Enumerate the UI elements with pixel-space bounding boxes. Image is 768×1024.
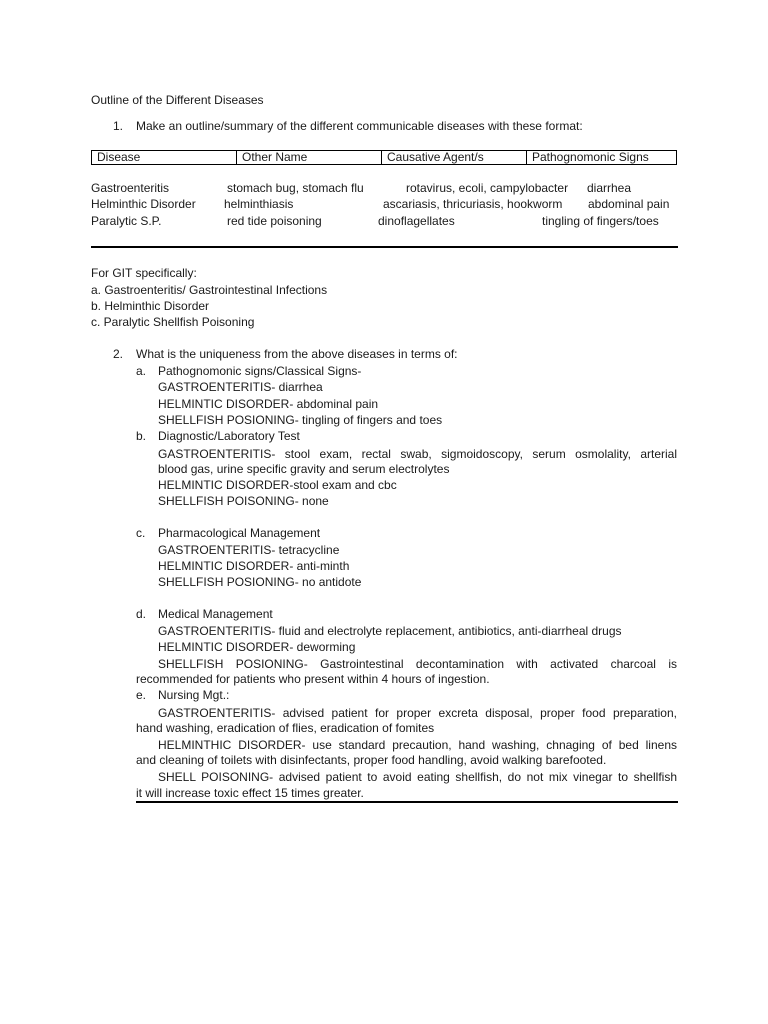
q2d-heading: Medical Management bbox=[158, 607, 273, 621]
q2d-shellfish-line-1: SHELLFISH POSIONING- Gastrointestinal decontamination with activated charcoal is bbox=[158, 657, 677, 671]
q2e-gastro-line-2: hand washing, eradication of flies, eradication of fomites bbox=[136, 721, 435, 735]
git-heading: For GIT specifically: bbox=[91, 266, 197, 280]
row2-sign: abdominal pain bbox=[588, 197, 670, 211]
header-other-name: Other Name bbox=[237, 151, 382, 164]
q2c-line-3: SHELLFISH POSIONING- no antidote bbox=[158, 575, 362, 589]
q1-text: Make an outline/summary of the different communicable diseases with these format: bbox=[136, 119, 583, 133]
q2b-line-shellfish: SHELLFISH POISONING- none bbox=[158, 494, 329, 508]
disease-table-header bbox=[91, 150, 677, 165]
row3-other-name: red tide poisoning bbox=[227, 214, 322, 228]
q2e-shell-line-2: it will increase toxic effect 15 times greater. bbox=[136, 786, 364, 800]
row1-sign: diarrhea bbox=[587, 181, 632, 195]
row3-sign: tingling of fingers/toes bbox=[542, 214, 659, 228]
q2c-line-1: GASTROENTERITIS- tetracycline bbox=[158, 543, 340, 557]
git-item-b: b. Helminthic Disorder bbox=[91, 299, 210, 313]
q2-number: 2. bbox=[113, 347, 124, 361]
row2-agent: ascariasis, thricuriasis, hookworm bbox=[383, 197, 563, 211]
row1-agent: rotavirus, ecoli, campylobacter bbox=[406, 181, 569, 195]
q2e-gastro-line-1: GASTROENTERITIS- advised patient for proper excreta disposal, proper food preparation, bbox=[158, 706, 677, 720]
header-disease: Disease bbox=[92, 151, 237, 164]
row1-disease: Gastroenteritis bbox=[91, 181, 170, 195]
q2e-helminthic-line-1: HELMINTHIC DISORDER- use standard precaution, hand washing, chnaging of bed linens bbox=[158, 738, 677, 752]
q2b-gastro-line-1: GASTROENTERITIS- stool exam, rectal swab, sigmoidoscopy, serum osmolality, arterial bbox=[158, 447, 677, 461]
q2b-heading: Diagnostic/Laboratory Test bbox=[158, 429, 300, 443]
q2a-heading: Pathognomonic signs/Classical Signs- bbox=[158, 364, 362, 378]
q2e-gastro-paragraph bbox=[158, 705, 677, 721]
q2e-shell-line-1: SHELL POISONING- advised patient to avoid eating shellfish, do not mix vinegar to shellfish bbox=[158, 770, 677, 784]
q2b-gastro-line-2: blood gas, urine specific gravity and serum electrolytes bbox=[158, 462, 450, 476]
git-item-a: a. Gastroenteritis/ Gastrointestinal Infections bbox=[91, 283, 328, 297]
q2d-shellfish-paragraph bbox=[158, 656, 677, 672]
q2b-line-helmintic: HELMINTIC DISORDER-stool exam and cbc bbox=[158, 478, 397, 492]
q2b-letter: b. bbox=[136, 429, 147, 443]
q2a-line-3: SHELLFISH POSIONING- tingling of fingers and toes bbox=[158, 413, 443, 427]
row2-disease: Helminthic Disorder bbox=[91, 197, 196, 211]
header-pathognomonic-signs: Pathognomonic Signs bbox=[532, 150, 649, 164]
q2b-gastro-paragraph bbox=[158, 446, 677, 462]
git-item-c: c. Paralytic Shellfish Poisoning bbox=[91, 315, 255, 329]
row1-other-name: stomach bug, stomach flu bbox=[227, 181, 364, 195]
q2d-shellfish-line-2: recommended for patients who present within 4 hours of ingestion. bbox=[136, 672, 490, 686]
section-bottom-rule bbox=[136, 801, 678, 803]
page-title: Outline of the Different Diseases bbox=[91, 93, 264, 107]
table-bottom-rule bbox=[91, 246, 678, 248]
row3-disease: Paralytic S.P. bbox=[91, 214, 162, 228]
q2a-line-1: GASTROENTERITIS- diarrhea bbox=[158, 380, 323, 394]
q2a-letter: a. bbox=[136, 364, 147, 378]
q2c-line-2: HELMINTIC DISORDER- anti-minth bbox=[158, 559, 350, 573]
q2-text: What is the uniqueness from the above diseases in terms of: bbox=[136, 347, 458, 361]
q2e-helminthic-line-2: and cleaning of toilets with disinfectants, proper food handling, avoid walking barefooted. bbox=[136, 753, 607, 767]
q2d-letter: d. bbox=[136, 607, 147, 621]
q2c-heading: Pharmacological Management bbox=[158, 526, 321, 540]
q1-number: 1. bbox=[113, 119, 124, 133]
row3-agent: dinoflagellates bbox=[378, 214, 455, 228]
q2a-line-2: HELMINTIC DISORDER- abdominal pain bbox=[158, 397, 379, 411]
header-causative-agent: Causative Agent/s bbox=[382, 151, 527, 164]
q2e-heading: Nursing Mgt.: bbox=[158, 688, 230, 702]
q2c-letter: c. bbox=[136, 526, 146, 540]
row2-other-name: helminthiasis bbox=[224, 197, 294, 211]
q2e-helminthic-paragraph bbox=[158, 737, 677, 753]
q2d-line-1: GASTROENTERITIS- fluid and electrolyte replacement, antibiotics, anti-diarrheal drugs bbox=[158, 624, 622, 638]
q2e-shell-paragraph bbox=[158, 769, 677, 785]
q2e-letter: e. bbox=[136, 688, 147, 702]
q2d-line-2: HELMINTIC DISORDER- deworming bbox=[158, 640, 356, 654]
